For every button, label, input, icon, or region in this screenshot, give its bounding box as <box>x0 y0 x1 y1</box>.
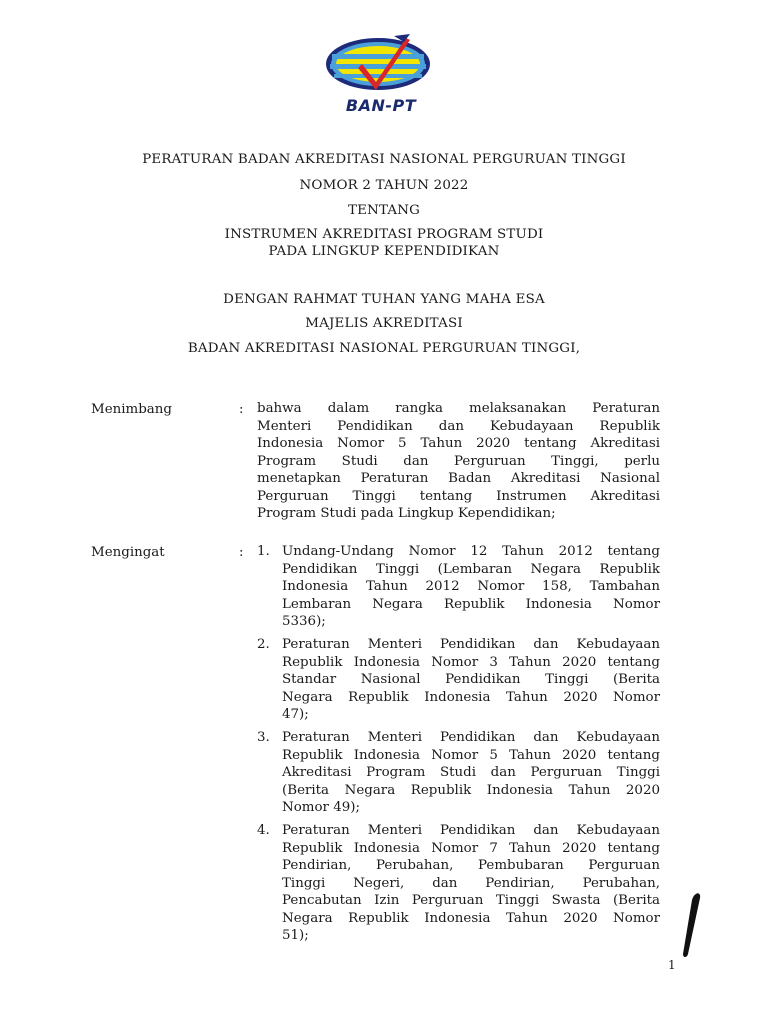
text-line: Pendidikan Tinggi (Lembaran Negara Republik <box>282 561 660 577</box>
list-item <box>282 636 660 724</box>
text-line: Pencabutan Izin Perguruan Tinggi Swasta (Berita <box>282 893 660 908</box>
text-line: Indonesia Tahun 2012 Nomor 158, Tambahan <box>282 579 660 594</box>
list-item <box>282 543 660 631</box>
regulation-subject-1: INSTRUMEN AKREDITASI PROGRAM STUDI <box>224 227 544 242</box>
text-line: Pendirian, Perubahan, Pembubaran Perguruan <box>282 858 660 873</box>
text-line: Peraturan Menteri Pendidikan dan Kebudayaan <box>282 637 660 652</box>
list-item-number: 2. <box>257 637 270 652</box>
menimbang-text <box>257 400 660 523</box>
text-line: Standar Nasional Pendidikan Tinggi (Berita <box>282 672 660 687</box>
menimbang-label: Menimbang <box>91 402 172 417</box>
text-line: Republik Indonesia Nomor 7 Tahun 2020 tentang <box>282 840 660 856</box>
text-line: Perguruan Tinggi tentang Instrumen Akreditasi <box>257 488 660 504</box>
text-line: Republik Indonesia Nomor 5 Tahun 2020 tentang <box>282 747 660 763</box>
text-line: menetapkan Peraturan Badan Akreditasi Nasional <box>257 471 660 486</box>
list-item-number: 1. <box>257 544 270 559</box>
text-line: Negara Republik Indonesia Tahun 2020 Nomor <box>282 910 660 926</box>
regulation-subject-2: PADA LINGKUP KEPENDIDIKAN <box>268 244 500 259</box>
mengingat-label: Mengingat <box>91 545 165 560</box>
text-line: bahwa dalam rangka melaksanakan Peraturan <box>257 401 660 416</box>
text-line: Peraturan Menteri Pendidikan dan Kebudayaan <box>282 730 660 745</box>
text-line: Lembaran Negara Republik Indonesia Nomor <box>282 596 660 612</box>
initial-mark <box>668 888 708 968</box>
list-item-number: 4. <box>257 823 270 838</box>
regulation-number: NOMOR 2 TAHUN 2022 <box>299 178 469 193</box>
regulation-title: PERATURAN BADAN AKREDITASI NASIONAL PERGURUAN TINGGI <box>142 152 626 167</box>
text-line: (Berita Negara Republik Indonesia Tahun 2020 <box>282 782 660 798</box>
page-number: 1 <box>668 958 676 972</box>
preamble-line: DENGAN RAHMAT TUHAN YANG MAHA ESA <box>223 292 545 307</box>
logo-text: BAN-PT <box>345 96 417 115</box>
text-line: Peraturan Menteri Pendidikan dan Kebudayaan <box>282 823 660 838</box>
text-line: Akreditasi Program Studi dan Perguruan Tinggi <box>282 765 660 780</box>
text-line: Negara Republik Indonesia Tahun 2020 Nomor <box>282 689 660 705</box>
text-line: Menteri Pendidikan dan Kebudayaan Republik <box>257 418 660 434</box>
issuing-body-1: MAJELIS AKREDITASI <box>305 316 463 331</box>
mengingat-colon: : <box>239 545 244 560</box>
list-item-number: 3. <box>257 730 270 745</box>
text-line: 47); <box>282 707 309 722</box>
text-line: Program Studi dan Perguruan Tinggi, perlu <box>257 453 660 469</box>
text-line: Tinggi Negeri, dan Pendirian, Perubahan, <box>282 875 660 891</box>
list-item <box>282 729 660 817</box>
text-line: 5336); <box>282 614 326 629</box>
menimbang-colon: : <box>239 402 244 417</box>
text-line: Republik Indonesia Nomor 3 Tahun 2020 tentang <box>282 654 660 670</box>
list-item <box>282 822 660 945</box>
text-line: Program Studi pada Lingkup Kependidikan; <box>257 506 556 521</box>
issuing-body-2: BADAN AKREDITASI NASIONAL PERGURUAN TINGGI, <box>187 341 581 356</box>
text-line: Indonesia Nomor 5 Tahun 2020 tentang Akreditasi <box>257 436 660 451</box>
text-line: 51); <box>282 928 309 943</box>
regulation-about: TENTANG <box>347 203 421 218</box>
text-line: Undang-Undang Nomor 12 Tahun 2012 tentang <box>282 544 660 559</box>
text-line: Nomor 49); <box>282 800 360 815</box>
